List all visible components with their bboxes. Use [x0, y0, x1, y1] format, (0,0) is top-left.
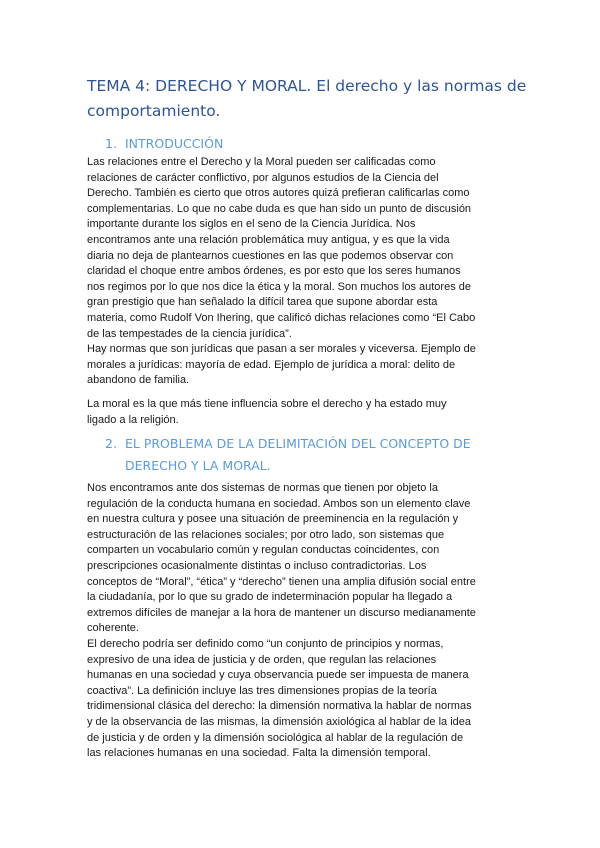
text-line: materia, como Rudolf Von Ihering, que calificó dichas relaciones como “El Cabo	[87, 311, 476, 324]
text-line: la ciudadanía, por lo que su grado de indeterminación popular ha llegado a	[87, 591, 453, 604]
text-line: Hay normas que son jurídicas que pasan a ser morales y viceversa. Ejemplo de	[87, 343, 476, 355]
text-line: humanas en una sociedad y cuya observancia puede ser impuesta de manera	[87, 669, 469, 682]
section-number: 2.	[105, 436, 117, 451]
text-line: coactiva”. La definición incluye las tres dimensiones propias de la teoría	[87, 684, 437, 697]
text-line: Derecho. También es cierto que otros autores quizá prefieran calificarlas como	[87, 187, 470, 200]
text-line: estructuración de las relaciones sociales; por otro lado, son sistemas que	[87, 528, 445, 541]
document-title	[87, 74, 527, 124]
text-line: nos regimos por lo que nos dice la ética y la moral. Son muchos los autores de	[87, 280, 471, 293]
paragraph	[87, 397, 527, 428]
text-line: ligado a la religión.	[87, 413, 179, 426]
section-heading-text: INTRODUCCIÓN	[125, 136, 224, 151]
text-line: morales a jurídicas: mayoría de edad. Ejemplo de jurídica a moral: delito de	[87, 358, 456, 371]
text-line: gran prestigio que han señalado la difícil tarea que supone abordar esta	[87, 296, 438, 309]
text-line: de las tempestades de la ciencia jurídica”.	[87, 327, 292, 340]
text-line: Nos encontramos ante dos sistemas de normas que tienen por objeto la	[87, 482, 438, 494]
text-line: conceptos de “Moral”, “ética” y “derecho” tienen una amplia difusión social entre	[87, 575, 476, 588]
text-line: encontramos ante una relación problemática muy antigua, y es que la vida	[87, 233, 450, 246]
text-line: comparten un vocabulario común y regulan conductas coincidentes, con	[87, 544, 440, 557]
text-line: extremos difíciles de manejar a la hora de mantener un discurso medianamente	[87, 606, 476, 619]
paragraph	[87, 637, 527, 762]
text-line: claridad el choque entre ambos órdenes, es por esto que los seres humanos	[87, 265, 461, 278]
title-line: comportamiento.	[87, 102, 221, 120]
text-line: complementarias. Lo que no cabe duda es que han sido un punto de discusión	[87, 202, 472, 215]
text-line: Las relaciones entre el Derecho y la Moral pueden ser calificadas como	[87, 156, 436, 168]
text-line: las relaciones humanas en una sociedad. Falta la dimensión temporal.	[87, 747, 431, 760]
text-line: expresivo de una idea de justicia y de orden, que regulan las relaciones	[87, 653, 437, 666]
text-line: prescripciones ocasionalmente distintas o incluso contradictorias. Los	[87, 559, 427, 572]
title-line: TEMA 4: DERECHO Y MORAL. El derecho y las normas de	[87, 77, 527, 95]
text-line: en nuestra cultura y posee una situación de preeminencia en la regulación y	[87, 513, 459, 526]
section-heading-text: EL PROBLEMA DE LA DELIMITACIÓN DEL CONCEPTO DE	[125, 436, 471, 451]
section-heading-line	[105, 433, 525, 455]
text-line: regulación de la conducta humana en sociedad. Ambos son un elemento clave	[87, 497, 471, 510]
paragraph	[87, 481, 527, 637]
text-line: de justicia y de orden y la dimensión sociológica al hablar de la regulación de	[87, 731, 464, 744]
text-line: La moral es la que más tiene influencia sobre el derecho y ha estado muy	[87, 398, 447, 410]
text-line: relaciones de carácter conflictivo, por algunos estudios de la Ciencia del	[87, 171, 439, 184]
text-line: diaria no deja de plantearnos cuestiones en las que podemos observar con	[87, 249, 454, 262]
text-line: importante durante los siglos en el seno de la Ciencia Jurídica. Nos	[87, 218, 416, 231]
text-line: abandono de familia.	[87, 374, 190, 387]
text-line: El derecho podría ser definido como “un conjunto de principios y normas,	[87, 638, 444, 650]
section-heading-delimitacion	[105, 433, 525, 477]
section-heading-line: DERECHO Y LA MORAL.	[125, 458, 271, 473]
section-heading-introduccion	[105, 133, 525, 155]
text-line: y de la observancia de las mismas, la dimensión axiológica al hablar de la idea	[87, 715, 471, 728]
text-line: tridimensional clásica del derecho: la dimensión normativa la hablar de normas	[87, 700, 472, 713]
paragraph	[87, 342, 527, 389]
text-line: coherente.	[87, 622, 139, 635]
section-number: 1.	[105, 136, 117, 151]
paragraph	[87, 155, 527, 342]
